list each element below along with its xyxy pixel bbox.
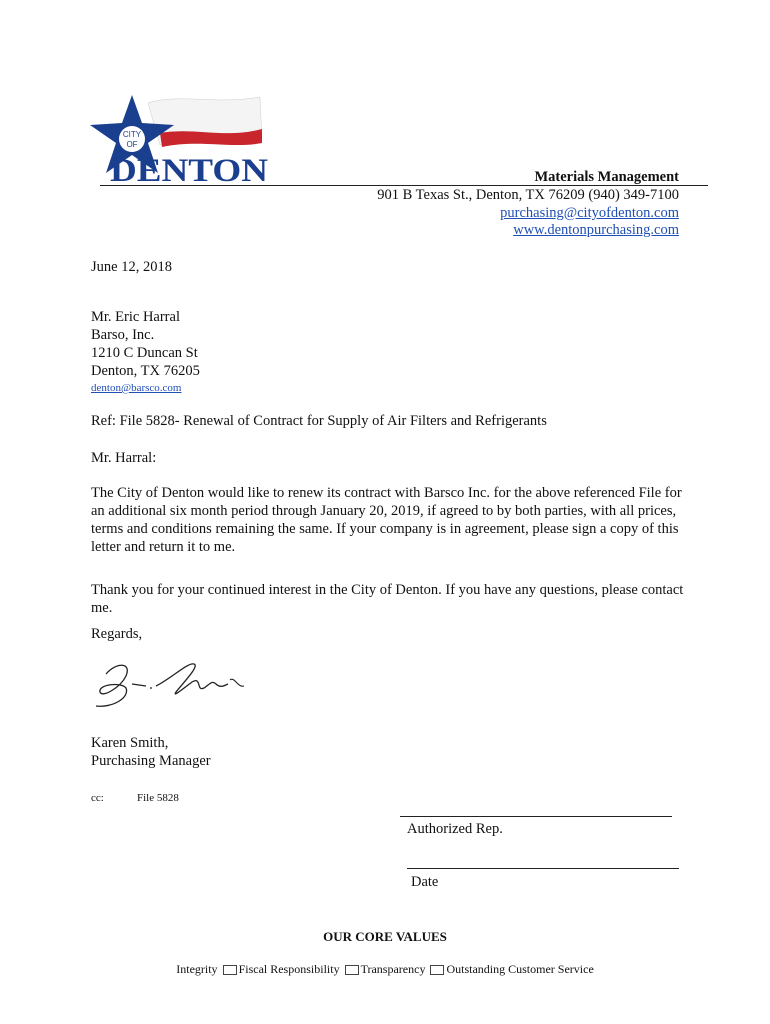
svg-text:DENTON: DENTON [110, 153, 269, 185]
recipient-email-link[interactable]: denton@barsco.com [91, 382, 182, 394]
authorized-rep-signature-line[interactable] [400, 816, 672, 817]
date-signature-line[interactable] [407, 868, 679, 869]
signer-title: Purchasing Manager [91, 753, 211, 769]
core-value-item: Integrity [176, 962, 218, 976]
bullet-box-icon [430, 965, 444, 975]
signer-name: Karen Smith, [91, 735, 169, 751]
core-values-list [0, 962, 770, 977]
reference-line: Ref: File 5828- Renewal of Contract for Supply of Air Filters and Refrigerants [91, 413, 547, 429]
department-website-link[interactable]: www.dentonpurchasing.com [513, 222, 679, 238]
svg-text:CITY: CITY [122, 130, 142, 139]
recipient-city: Denton, TX 76205 [91, 363, 200, 379]
body-paragraph-2: Thank you for your continued interest in the City of Denton. If you have any questions, please contact me. [91, 582, 684, 616]
recipient-street: 1210 C Duncan St [91, 345, 198, 361]
salutation: Mr. Harral: [91, 450, 157, 466]
date-label: Date [411, 874, 439, 890]
authorized-rep-label: Authorized Rep. [407, 821, 503, 837]
letter-date: June 12, 2018 [91, 259, 172, 275]
core-value-item: Fiscal Responsibility [238, 962, 340, 976]
handwritten-signature [92, 658, 248, 712]
svg-text:OF: OF [126, 140, 138, 149]
bullet-box-icon [345, 965, 359, 975]
body-paragraph-1: The City of Denton would like to renew its contract with Barsco Inc. for the above referenced File for an additional six month period through January 20, 2019, if agreed to by both parties, with all prices, terms and conditions remaining the same. If your company is in agreement, please sign a copy of this letter and return it to me. [91, 485, 682, 555]
cc-label: cc: [91, 792, 104, 804]
cc-value: File 5828 [137, 792, 179, 804]
department-address: 901 B Texas St., Denton, TX 76209 (940) 349-7100 [377, 187, 679, 203]
recipient-company: Barso, Inc. [91, 327, 155, 343]
core-values-title: OUR CORE VALUES [323, 929, 447, 944]
department-title: Materials Management [534, 169, 679, 185]
city-of-denton-logo [90, 93, 272, 185]
core-value-item: Transparency [360, 962, 426, 976]
core-value-item: Outstanding Customer Service [446, 962, 594, 976]
department-email-link[interactable]: purchasing@cityofdenton.com [500, 205, 679, 221]
bullet-box-icon [223, 965, 237, 975]
recipient-name: Mr. Eric Harral [91, 309, 180, 325]
closing: Regards, [91, 626, 143, 642]
